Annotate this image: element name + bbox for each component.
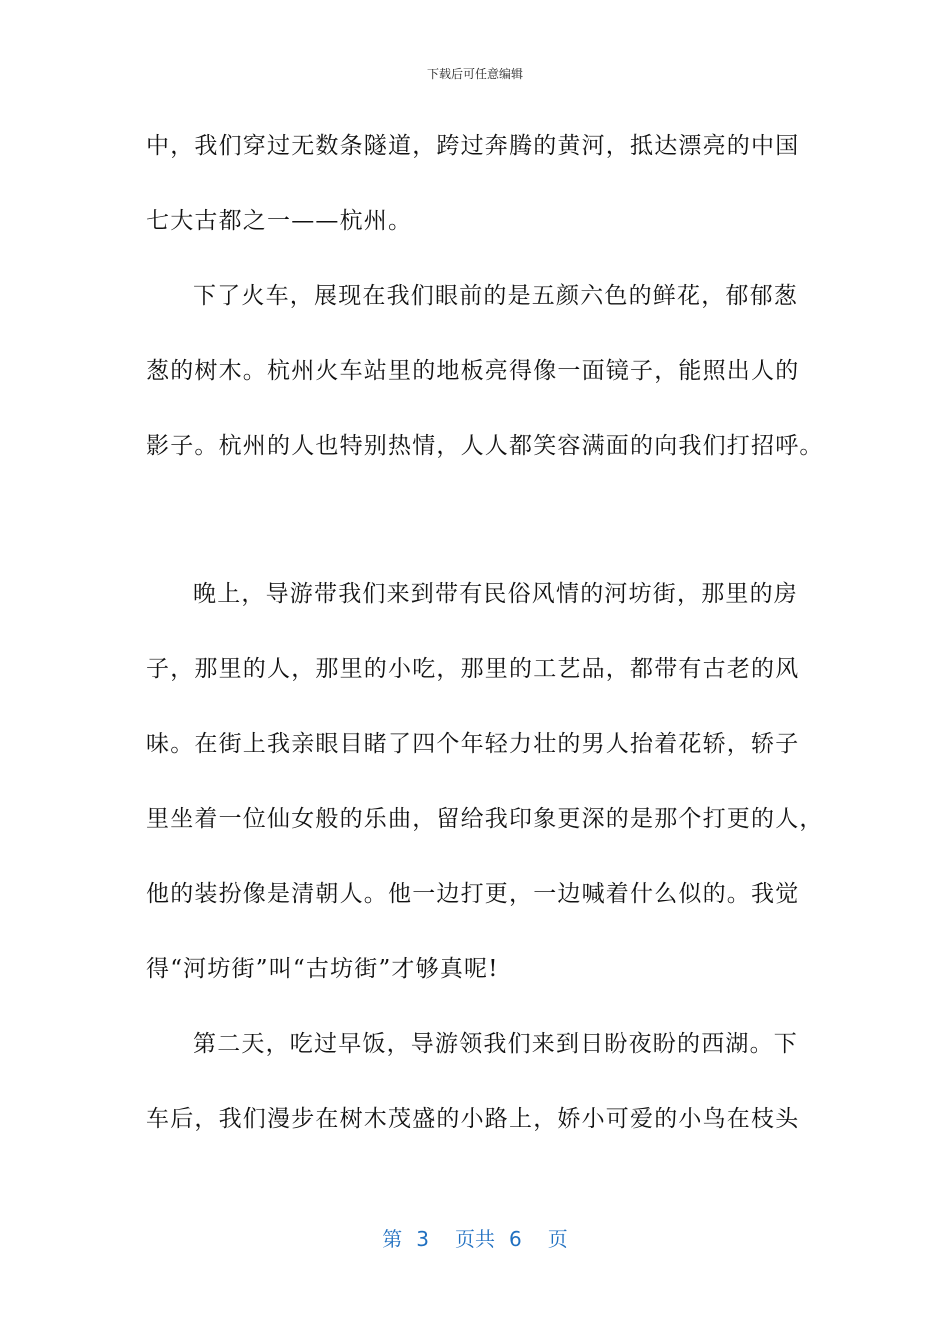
text-line: 子，那里的人，那里的小吃，那里的工艺品，都带有古老的风 xyxy=(146,656,800,682)
total-pages-number: 6 xyxy=(509,1227,522,1251)
text-line: 味。在街上我亲眼目睹了四个年轻力壮的男人抬着花轿，轿子 xyxy=(146,731,800,757)
text-line: 葱的树木。杭州火车站里的地板亮得像一面镜子，能照出人的 xyxy=(146,358,800,384)
page-header-note: 下载后可任意编辑 xyxy=(426,67,523,81)
text-line: 车后，我们漫步在树木茂盛的小路上，娇小可爱的小鸟在枝头 xyxy=(146,1106,800,1132)
text-line: 得“河坊街”叫“古坊街”才够真呢! xyxy=(146,956,499,982)
text-line: 下了火车，展现在我们眼前的是五颜六色的鲜花，郁郁葱 xyxy=(193,283,798,309)
text-line: 里坐着一位仙女般的乐曲，留给我印象更深的是那个打更的人， xyxy=(146,806,824,832)
text-line: 第二天，吃过早饭，导游领我们来到日盼夜盼的西湖。下 xyxy=(193,1031,798,1057)
page-suffix: 页 xyxy=(547,1227,568,1251)
text-line: 他的装扮像是清朝人。他一边打更，一边喊着什么似的。我觉 xyxy=(146,881,800,907)
page-prefix: 第 xyxy=(382,1227,403,1251)
page-middle-label: 页共 xyxy=(455,1227,495,1251)
page-number-footer xyxy=(0,1226,950,1252)
text-line: 七大古都之一——杭州。 xyxy=(146,208,413,234)
text-line: 影子。杭州的人也特别热情，人人都笑容满面的向我们打招呼。 xyxy=(146,433,824,459)
current-page-number: 3 xyxy=(416,1227,429,1251)
text-line: 中，我们穿过无数条隧道，跨过奔腾的黄河，抵达漂亮的中国 xyxy=(146,133,800,159)
text-line: 晚上，导游带我们来到带有民俗风情的河坊街，那里的房 xyxy=(193,581,798,607)
